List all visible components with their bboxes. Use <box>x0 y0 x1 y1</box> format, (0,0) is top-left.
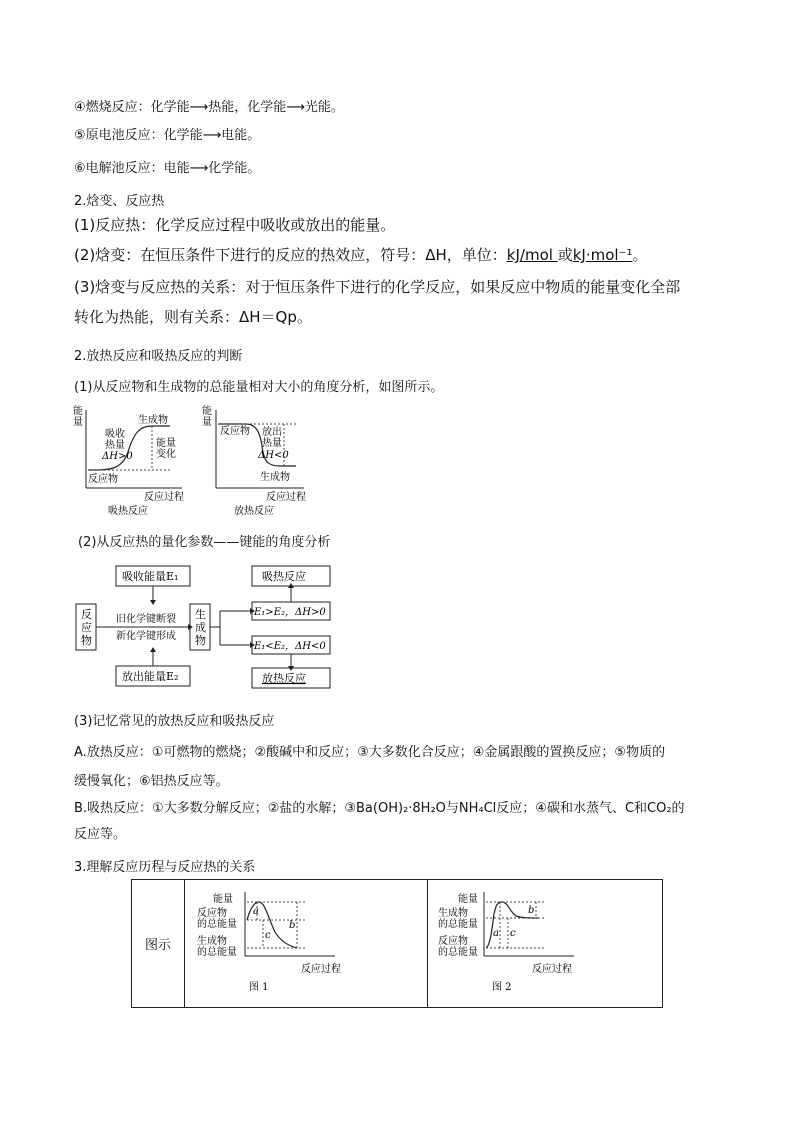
fig2-b: b <box>528 905 535 916</box>
g1-dh: ΔH>0 <box>102 451 133 462</box>
endothermic-graph <box>73 404 184 517</box>
para-relation-line2: 转化为热能，则有关系：ΔH＝Qp。 <box>74 308 312 326</box>
fig1-energy: 能量 <box>213 894 233 905</box>
figure2 <box>428 880 662 1003</box>
fig2-r2: 的总能量 <box>438 947 478 958</box>
flow-reactant-3: 物 <box>81 634 92 647</box>
flow-product-3: 物 <box>195 634 206 647</box>
g2-release2: 热量 <box>262 438 282 449</box>
fig1-b: b <box>289 920 296 931</box>
flow-product-1: 生 <box>195 608 206 621</box>
flow-cond-exo: E₁<E₂，ΔH<0 <box>254 641 326 652</box>
g1-change2: 变化 <box>156 449 176 460</box>
section-heading-judgement: 2.放热反应和吸热反应的判断 <box>74 349 243 364</box>
unit-kj-mol-inverse: kJ·mol⁻¹ <box>572 246 633 264</box>
g2-xlabel: 反应过程 <box>266 492 306 503</box>
text-endothermic-list-2: 反应等。 <box>74 827 127 842</box>
unit-or: 或 <box>557 246 573 264</box>
flow-product-2: 成 <box>195 621 206 634</box>
fig2-r1: 反应物 <box>438 936 468 947</box>
text-memorize: (3)记忆常见的放热反应和吸热反应 <box>74 714 275 729</box>
g1-product: 生成物 <box>138 415 168 426</box>
g1-caption: 吸热反应 <box>108 506 148 517</box>
section-heading-enthalpy: 2.焓变、反应热 <box>74 194 165 209</box>
fig2-xlabel: 反应过程 <box>532 964 572 975</box>
g2-release1: 放出 <box>262 427 282 438</box>
text-energy-angle: (1)从反应物和生成物的总能量相对大小的角度分析，如图所示。 <box>74 380 444 395</box>
unit-kj-per-mol: kJ/mol <box>506 246 558 264</box>
para-end: 。 <box>632 246 648 264</box>
g1-reactant: 反应物 <box>88 474 118 485</box>
energy-diagrams <box>70 402 320 520</box>
para-enthalpy-text: (2)焓变：在恒压条件下进行的反应的热效应，符号：ΔH，单位： <box>74 246 507 264</box>
g1-ylabel1: 能 <box>73 406 83 417</box>
section-heading-reaction-path: 3.理解反应历程与反应热的关系 <box>74 860 256 875</box>
fig1-p2: 的总能量 <box>197 947 237 958</box>
text-electrolytic-cell: ⑥电解池反应：电能⟶化学能。 <box>74 161 261 176</box>
para-enthalpy-change <box>74 244 647 265</box>
figure2-cell <box>428 880 663 1008</box>
fig1-r1: 反应物 <box>197 908 227 919</box>
figure1 <box>185 880 427 1003</box>
fig1-xlabel: 反应过程 <box>301 964 341 975</box>
g2-caption: 放热反应 <box>234 506 274 517</box>
text-exothermic-list-1: A.放热反应：①可燃物的燃烧；②酸碱中和反应；③大多数化合反应；④金属跟酸的置换反应；⑤物质的 <box>74 745 666 760</box>
bond-energy-flowchart <box>72 560 342 692</box>
reaction-path-table <box>131 879 663 1008</box>
fig1-caption: 图 1 <box>249 982 269 993</box>
flow-reactant-2: 应 <box>81 621 92 634</box>
fig2-c: c <box>510 928 516 939</box>
g2-dh: ΔH<0 <box>258 450 289 461</box>
g2-product: 生成物 <box>260 472 290 483</box>
text-combustion: ④燃烧反应：化学能⟶热能，化学能⟶光能。 <box>74 100 344 115</box>
g2-ylabel1: 能 <box>202 406 212 417</box>
para-reaction-heat: (1)反应热：化学反应过程中吸收或放出的能量。 <box>74 216 396 234</box>
fig1-a: a <box>253 906 259 917</box>
g2-ylabel2: 量 <box>202 417 212 428</box>
text-galvanic-cell: ⑤原电池反应：化学能⟶电能。 <box>74 128 261 143</box>
fig2-a: a <box>493 928 499 939</box>
flow-absorb: 吸收能量E₁ <box>122 570 179 583</box>
fig2-p1: 生成物 <box>438 908 468 919</box>
table-label: 图示 <box>132 880 185 1008</box>
figure1-cell <box>185 880 428 1008</box>
flow-cond-endo: E₁>E₂，ΔH>0 <box>254 607 326 618</box>
flow-mid1: 旧化学键断裂 <box>116 614 176 625</box>
flow-reactant-1: 反 <box>81 608 92 621</box>
flow-mid2: 新化学键形成 <box>116 631 176 642</box>
g1-absorb1: 吸收 <box>105 429 125 440</box>
g1-ylabel2: 量 <box>73 417 83 428</box>
fig1-c: c <box>265 930 271 941</box>
g1-absorb2: 热量 <box>105 440 125 451</box>
g1-xlabel: 反应过程 <box>144 492 184 503</box>
fig1-p1: 生成物 <box>197 936 227 947</box>
fig2-energy: 能量 <box>458 894 478 905</box>
flow-endothermic: 吸热反应 <box>262 570 306 583</box>
text-bond-energy-angle: (2)从反应热的量化参数——键能的角度分析 <box>78 535 331 550</box>
flow-exothermic: 放热反应 <box>262 672 306 685</box>
text-endothermic-list-1: B.吸热反应：①大多数分解反应；②盐的水解；③Ba(OH)₂·8H₂O与NH₄Cl反应；④碳和水蒸气、C和CO₂的 <box>74 801 685 816</box>
g1-change1: 能量 <box>156 438 176 449</box>
fig2-caption: 图 2 <box>492 982 512 993</box>
exothermic-graph <box>202 404 306 517</box>
text-exothermic-list-2: 缓慢氧化；⑥铝热反应等。 <box>74 774 229 789</box>
g2-reactant: 反应物 <box>220 426 250 437</box>
fig1-r2: 的总能量 <box>197 919 237 930</box>
fig2-p2: 的总能量 <box>438 919 478 930</box>
para-relation-line1: (3)焓变与反应热的关系：对于恒压条件下进行的化学反应，如果反应中物质的能量变化全部 <box>74 278 681 296</box>
flow-release: 放出能量E₂ <box>122 670 179 683</box>
